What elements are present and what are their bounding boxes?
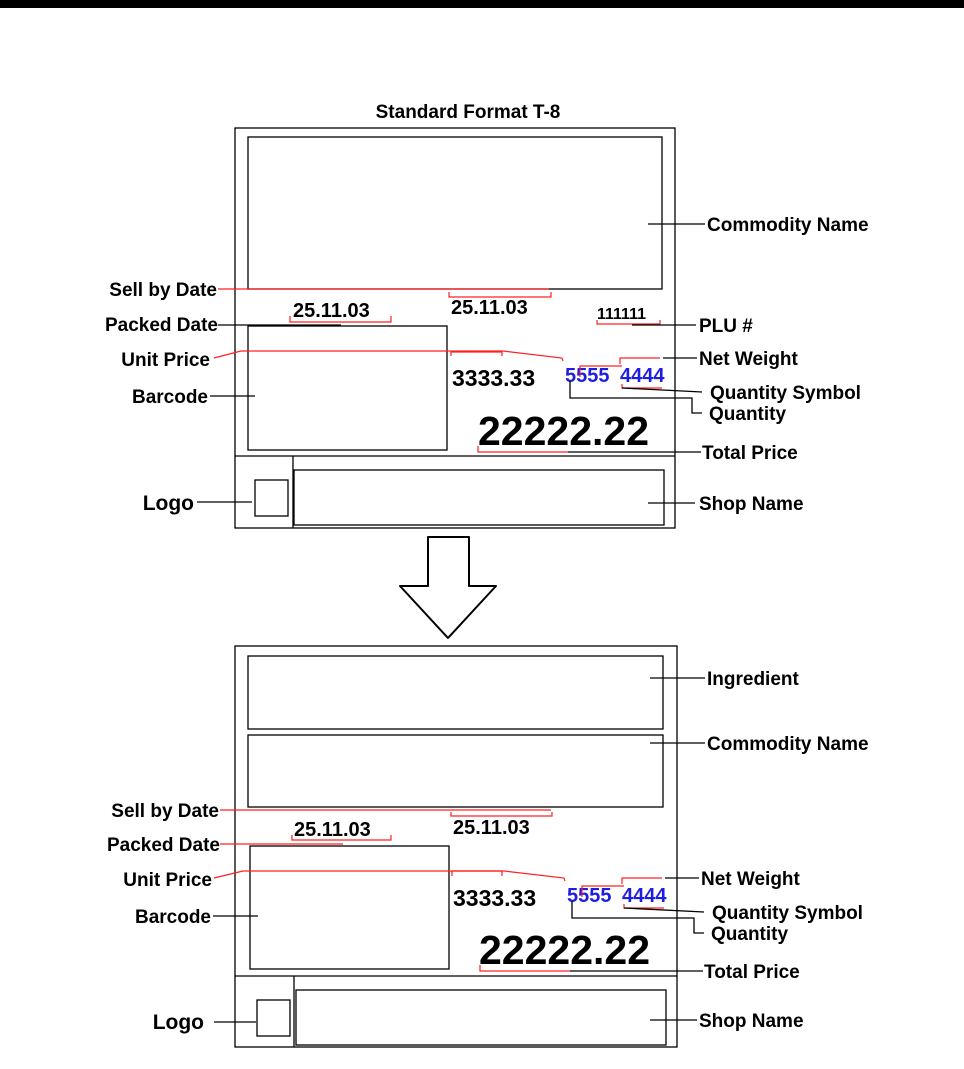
bottom-commodity-name-area (248, 735, 663, 807)
bottom-packed-date-value: 25.11.03 (294, 819, 371, 841)
bottom-callout-labels (107, 669, 869, 1034)
bottom-sell-by-date-value: 25.11.03 (453, 817, 530, 839)
top-sell-by-date-label: Sell by Date (109, 280, 217, 301)
bottom-shop-name-label: Shop Name (699, 1011, 804, 1032)
top-sell-by-date-value: 25.11.03 (451, 297, 528, 319)
bottom-total-price-value: 22222.22 (479, 927, 651, 973)
top-barcode-label: Barcode (131, 387, 208, 408)
bottom-total-price-label: Total Price (704, 962, 800, 983)
top-logo-area (255, 480, 288, 516)
top-quantity-symbol-label: Quantity Symbol (710, 383, 861, 404)
top-commodity-name-label: Commodity Name (707, 215, 869, 236)
top-net-weight-label: Net Weight (699, 349, 798, 370)
top-label-outline (235, 128, 675, 528)
bottom-barcode-label: Barcode (134, 907, 211, 928)
top-logo-label: Logo (142, 492, 194, 515)
top-quantity-value: 5555 (565, 365, 610, 387)
bottom-quantity-label: Quantity (711, 924, 789, 945)
bottom-net-weight-label: Net Weight (701, 869, 800, 890)
top-plu-value: 111111 (597, 306, 646, 323)
bottom-quantity-value: 5555 (567, 885, 612, 907)
bottom-unit-price-label: Unit Price (123, 870, 212, 891)
top-packed-date-label: Packed Date (104, 315, 218, 336)
bottom-barcode-area (250, 846, 449, 969)
bottom-ingredient-area (248, 656, 663, 729)
bottom-packed-date-label: Packed Date (106, 835, 220, 856)
bottom-commodity-name-label: Commodity Name (707, 734, 869, 755)
top-barcode-area (248, 326, 447, 450)
top-plu-label: PLU # (699, 316, 753, 337)
top-unit-price-label: Unit Price (121, 350, 210, 371)
bottom-logo-area (257, 1000, 290, 1036)
top-shop-name-label: Shop Name (699, 494, 804, 515)
bottom-logo-label: Logo (152, 1011, 204, 1034)
top-total-price-label: Total Price (702, 443, 798, 464)
top-commodity-name-area (248, 137, 662, 289)
bottom-shop-name-area (296, 990, 666, 1045)
top-total-price-value: 22222.22 (478, 408, 650, 454)
top-packed-date-value: 25.11.03 (293, 300, 370, 322)
top-label-format (235, 128, 675, 528)
top-shop-name-area (294, 470, 664, 525)
diagram-title: Standard Format T-8 (375, 102, 561, 123)
bottom-ingredient-label: Ingredient (707, 669, 799, 690)
bottom-label-format (235, 646, 677, 1047)
bottom-unit-price-value: 3333.33 (453, 885, 537, 911)
top-unit-price-value: 3333.33 (452, 365, 536, 391)
top-quantity-label: Quantity (709, 404, 787, 425)
top-leaders (197, 224, 705, 503)
bottom-quantity-symbol-label: Quantity Symbol (712, 903, 863, 924)
bottom-sell-by-date-label: Sell by Date (111, 801, 219, 822)
down-arrow-icon (400, 537, 496, 638)
bottom-net-weight-value: 4444 (622, 885, 667, 907)
top-net-weight-value: 4444 (620, 365, 665, 387)
